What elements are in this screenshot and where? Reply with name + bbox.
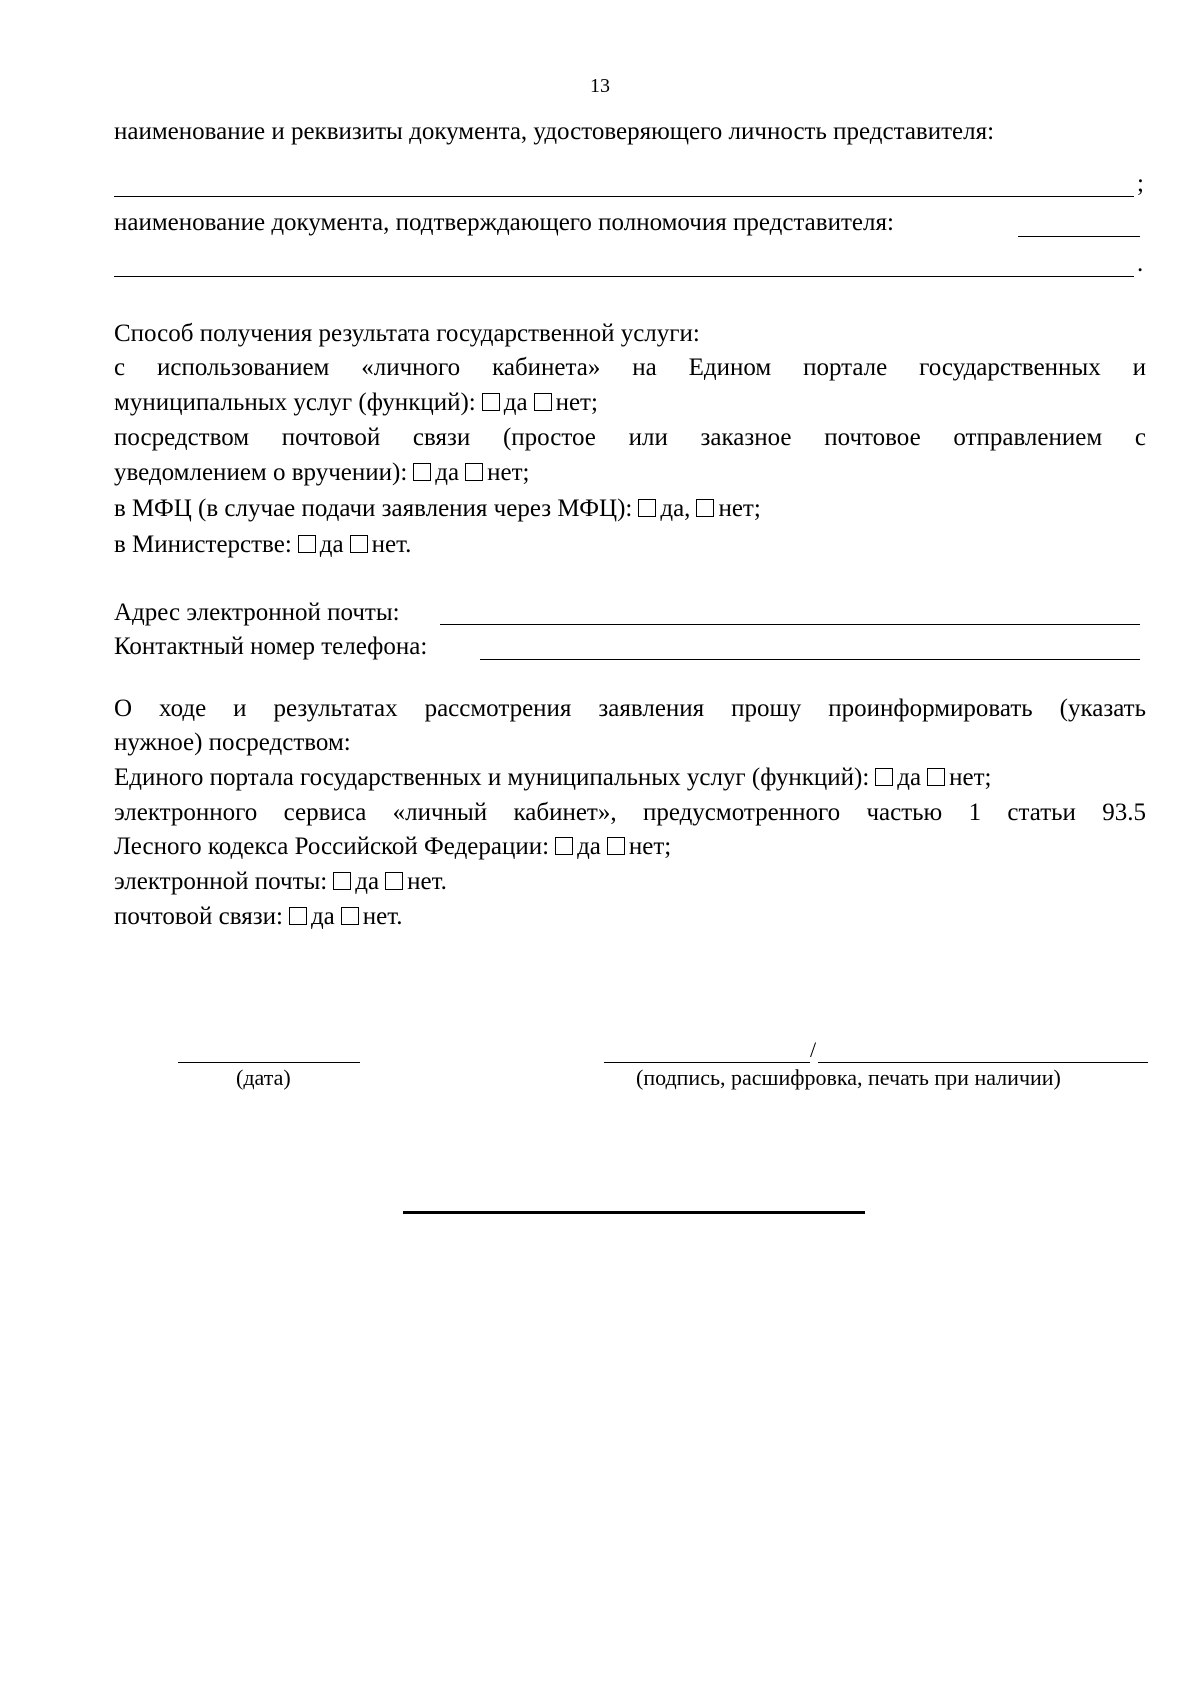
inform-portal-label: Единого портала государственных и муниципальных услуг (функций): — [114, 764, 870, 791]
inform-cabinet-label: Лесного кодекса Российской Федерации: — [114, 833, 550, 860]
inform-post-label: почтовой связи: — [114, 903, 283, 930]
yes-label: да — [435, 459, 460, 486]
email-field-line[interactable] — [440, 624, 1140, 625]
result-post-option — [114, 457, 529, 489]
inform-line2: нужное) посредством: — [114, 729, 351, 756]
authority-doc-field-line[interactable] — [114, 276, 1134, 277]
signature-field-line[interactable] — [604, 1062, 810, 1063]
no-label: нет; — [949, 764, 992, 791]
inform-email-yes-checkbox[interactable] — [333, 872, 351, 890]
result-post-label: уведомлением о вручении): — [114, 459, 408, 486]
result-mfc-no-checkbox[interactable] — [696, 499, 714, 517]
id-doc-label: наименование и реквизиты документа, удостоверяющего личность представителя: — [114, 118, 995, 145]
yes-label: да — [310, 903, 335, 930]
signature-slash: / — [810, 1037, 817, 1062]
result-mfc-yes-checkbox[interactable] — [638, 499, 656, 517]
inform-portal-option — [114, 762, 991, 794]
result-portal-label: муниципальных услуг (функций): — [114, 389, 476, 416]
yes-label: да — [355, 868, 380, 895]
result-portal-no-checkbox[interactable] — [534, 393, 552, 411]
inform-post-no-checkbox[interactable] — [341, 907, 359, 925]
inform-portal-yes-checkbox[interactable] — [875, 768, 893, 786]
inform-cabinet-option — [114, 831, 671, 863]
inform-email-option — [114, 866, 447, 898]
no-label: нет. — [371, 531, 412, 558]
no-label: нет; — [718, 495, 761, 522]
result-post-no-checkbox[interactable] — [465, 463, 483, 481]
no-label: нет; — [487, 459, 530, 486]
inform-portal-no-checkbox[interactable] — [927, 768, 945, 786]
result-portal-yes-checkbox[interactable] — [482, 393, 500, 411]
closing-divider — [403, 1211, 865, 1214]
name-decoding-field-line[interactable] — [818, 1062, 1148, 1063]
result-ministry-yes-checkbox[interactable] — [298, 535, 316, 553]
authority-doc-field-line-short[interactable] — [1018, 236, 1140, 237]
authority-doc-end-mark: . — [1137, 250, 1144, 277]
signature-caption: (подпись, расшифровка, печать при наличии) — [636, 1065, 1061, 1090]
phone-field-line[interactable] — [480, 659, 1140, 660]
inform-email-no-checkbox[interactable] — [385, 872, 403, 890]
result-mfc-label: в МФЦ (в случае подачи заявления через МФЦ): — [114, 495, 633, 522]
result-portal-line1: с использованием «личного кабинета» на Едином портале государственных и — [114, 354, 1146, 381]
result-method-heading: Способ получения результата государственной услуги: — [114, 320, 700, 347]
email-label: Адрес электронной почты: — [114, 599, 400, 626]
result-portal-option — [114, 387, 598, 419]
inform-email-label: электронной почты: — [114, 868, 328, 895]
yes-label: да — [503, 389, 528, 416]
yes-label: да — [319, 531, 344, 558]
no-label: нет. — [362, 903, 403, 930]
yes-label: да — [577, 833, 601, 860]
result-mfc-option — [114, 493, 761, 525]
yes-label: да — [897, 764, 922, 791]
id-doc-field-line[interactable] — [114, 196, 1134, 197]
inform-cabinet-yes-checkbox[interactable] — [555, 837, 573, 855]
inform-post-option — [114, 901, 403, 933]
date-field-line[interactable] — [178, 1062, 360, 1063]
phone-label: Контактный номер телефона: — [114, 633, 428, 660]
result-post-line1: посредством почтовой связи (простое или заказное почтовое отправлением с — [114, 424, 1146, 451]
result-ministry-no-checkbox[interactable] — [350, 535, 368, 553]
yes-label: да, — [660, 495, 691, 522]
inform-line1: О ходе и результатах рассмотрения заявления прошу проинформировать (указать — [114, 695, 1146, 722]
inform-post-yes-checkbox[interactable] — [289, 907, 307, 925]
inform-cabinet-no-checkbox[interactable] — [607, 837, 625, 855]
result-ministry-option — [114, 529, 411, 561]
no-label: нет. — [407, 868, 447, 895]
authority-doc-label: наименование документа, подтверждающего полномочия представителя: — [114, 209, 894, 236]
result-ministry-label: в Министерстве: — [114, 531, 292, 558]
no-label: нет; — [628, 833, 672, 860]
result-post-yes-checkbox[interactable] — [413, 463, 431, 481]
no-label: нет; — [555, 389, 598, 416]
page-number: 13 — [590, 75, 610, 97]
id-doc-end-mark: ; — [1137, 170, 1144, 197]
date-caption: (дата) — [236, 1065, 291, 1090]
inform-cabinet-line1: электронного сервиса «личный кабинет», предусмотренного частью 1 статьи 93.5 — [114, 799, 1146, 826]
